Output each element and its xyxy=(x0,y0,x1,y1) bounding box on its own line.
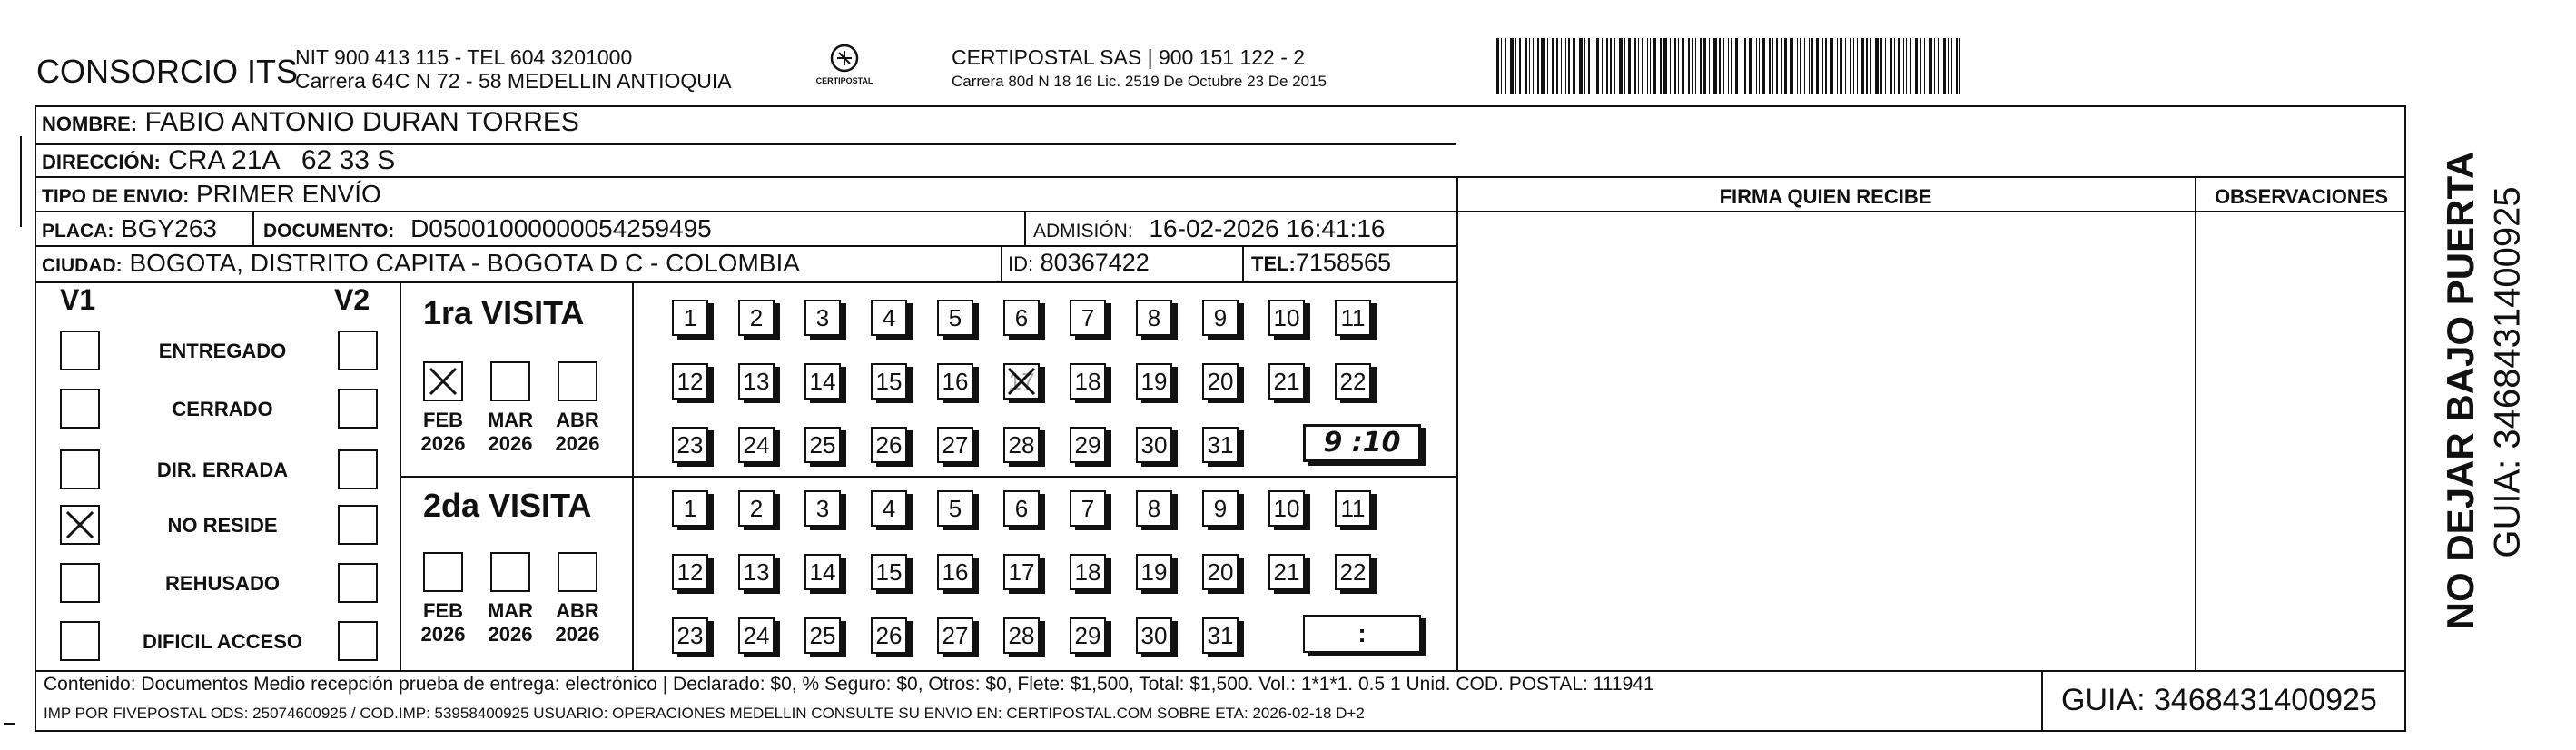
margin-tick xyxy=(20,136,22,227)
visit2-time: : xyxy=(1357,619,1367,647)
visit2-day-box[interactable]: 2 xyxy=(738,490,775,527)
status-v2-checkbox[interactable] xyxy=(338,621,378,661)
visit2-month-checkbox[interactable] xyxy=(490,552,530,592)
visit1-month-label: MAR xyxy=(487,409,534,431)
status-v1-checkbox[interactable] xyxy=(60,505,100,545)
visit1-month-year: 2026 xyxy=(555,432,600,455)
visit1-day-box[interactable]: 12 xyxy=(672,363,708,400)
visit1-day-box[interactable]: 23 xyxy=(672,427,708,463)
certipostal-logo-icon xyxy=(817,42,872,96)
visit1-day-box[interactable]: 10 xyxy=(1268,300,1305,336)
status-v1-checkbox[interactable] xyxy=(60,621,100,661)
visit1-month-year: 2026 xyxy=(420,432,466,455)
visit1-day-box[interactable]: 8 xyxy=(1136,300,1172,336)
visit2-day-box[interactable]: 11 xyxy=(1335,490,1371,527)
ciudad-label: CIUDAD: xyxy=(42,255,123,276)
admision-field xyxy=(1033,214,1385,243)
visit2-day-box[interactable]: 24 xyxy=(738,617,775,654)
admision-value: 16-02-2026 16:41:16 xyxy=(1149,214,1386,242)
status-label: DIFICIL ACCESO xyxy=(142,630,302,653)
visit2-day-box[interactable]: 20 xyxy=(1202,554,1239,590)
status-label: REHUSADO xyxy=(165,572,280,595)
visit2-day-box[interactable]: 29 xyxy=(1070,617,1106,654)
firma-header: FIRMA QUIEN RECIBE xyxy=(1719,185,1932,208)
sender-nit: NIT 900 413 115 - TEL 604 3201000 xyxy=(295,45,633,69)
visit2-day-box[interactable]: 28 xyxy=(1003,617,1040,654)
status-label: NO RESIDE xyxy=(167,514,278,537)
visit1-day-box[interactable]: 27 xyxy=(937,427,973,463)
visit1-month-label: FEB xyxy=(423,409,463,431)
visit2-day-box[interactable]: 1 xyxy=(672,490,708,527)
visit1-day-box[interactable]: 14 xyxy=(804,363,841,400)
visit1-day-box[interactable] xyxy=(1003,363,1040,400)
visit1-day-box[interactable]: 24 xyxy=(738,427,775,463)
visit2-day-box[interactable]: 15 xyxy=(871,554,907,590)
visit1-day-box[interactable]: 26 xyxy=(871,427,907,463)
visit1-month-checkbox[interactable] xyxy=(490,361,530,401)
visit2-day-box[interactable]: 16 xyxy=(937,554,973,590)
visit1-day-box[interactable]: 9 xyxy=(1202,300,1239,336)
placa-label: PLACA: xyxy=(42,221,114,242)
status-v2-checkbox[interactable] xyxy=(338,505,378,545)
visit1-month-checkbox[interactable] xyxy=(423,361,463,401)
visit2-month-label: FEB xyxy=(423,599,463,622)
visit2-day-box[interactable]: 5 xyxy=(937,490,973,527)
visit1-month-label: ABR xyxy=(556,409,599,431)
status-v1-checkbox[interactable] xyxy=(60,563,100,603)
documento-value: D05001000000054259495 xyxy=(410,214,712,242)
visit2-day-box[interactable]: 18 xyxy=(1070,554,1106,590)
visit2-month-checkbox[interactable] xyxy=(423,552,463,592)
visit1-day-box[interactable]: 6 xyxy=(1003,300,1040,336)
visit1-day-box[interactable]: 29 xyxy=(1070,427,1106,463)
visit2-day-box[interactable]: 10 xyxy=(1268,490,1305,527)
visit1-title: 1ra VISITA xyxy=(423,294,585,331)
observaciones-header: OBSERVACIONES xyxy=(2214,185,2389,208)
visit1-day-box[interactable]: 25 xyxy=(804,427,841,463)
visit2-day-box[interactable]: 13 xyxy=(738,554,775,590)
visit2-day-box[interactable]: 21 xyxy=(1268,554,1305,590)
visit2-day-box[interactable]: 9 xyxy=(1202,490,1239,527)
placa-value: BGY263 xyxy=(121,214,217,242)
admision-label: ADMISIÓN: xyxy=(1033,221,1133,242)
visit1-month-checkbox[interactable] xyxy=(558,361,597,401)
visit1-day-box[interactable]: 1 xyxy=(672,300,708,336)
tipo-value: PRIMER ENVÍO xyxy=(195,180,381,208)
footer-line1: Contenido: Documentos Medio recepción prueba de entrega: electrónico | Declarado: $0, % Seguro: $0, Otros: $0, Flete: $1,500, Total: $1,500. Vol.: 1*1*1. 0.5 1 Unid. COD. POSTAL: 111941 xyxy=(44,674,1654,695)
status-v1-checkbox[interactable] xyxy=(60,449,100,489)
status-v2-checkbox[interactable] xyxy=(338,563,378,603)
id-value: 80367422 xyxy=(1040,249,1150,276)
id-field xyxy=(1008,249,1150,277)
tipo-label: TIPO DE ENVIO: xyxy=(42,186,190,207)
tipo-row xyxy=(42,180,381,209)
visit2-day-box[interactable]: 17 xyxy=(1003,554,1040,590)
visit1-day-box[interactable]: 20 xyxy=(1202,363,1239,400)
status-label: DIR. ERRADA xyxy=(156,459,289,481)
status-v2-checkbox[interactable] xyxy=(338,389,378,429)
visit1-day-number: 17 xyxy=(1008,368,1035,395)
status-label: ENTREGADO xyxy=(158,340,287,362)
status-v1-checkbox[interactable] xyxy=(60,389,100,429)
tel-value: 7158565 xyxy=(1295,249,1392,276)
visit1-day-box[interactable]: 28 xyxy=(1003,427,1040,463)
visit1-day-box[interactable]: 15 xyxy=(871,363,907,400)
direccion-label: DIRECCIÓN: xyxy=(42,151,161,173)
visit2-day-box[interactable]: 19 xyxy=(1136,554,1172,590)
direccion-row xyxy=(42,145,395,176)
margin-tick xyxy=(4,723,15,725)
visit2-day-box[interactable]: 27 xyxy=(937,617,973,654)
visit2-day-box[interactable]: 22 xyxy=(1335,554,1371,590)
status-v2-checkbox[interactable] xyxy=(338,449,378,489)
visit1-day-box[interactable]: 13 xyxy=(738,363,775,400)
visit1-day-box[interactable]: 11 xyxy=(1335,300,1371,336)
tel-field xyxy=(1251,249,1391,277)
visit2-day-box[interactable]: 3 xyxy=(804,490,841,527)
v2-header: V2 xyxy=(334,283,370,316)
visit1-day-box[interactable]: 16 xyxy=(937,363,973,400)
visit1-day-box[interactable]: 2 xyxy=(738,300,775,336)
id-label: ID: xyxy=(1008,252,1034,275)
visit2-day-box[interactable]: 4 xyxy=(871,490,907,527)
visit1-day-box[interactable]: 19 xyxy=(1136,363,1172,400)
visit2-time-box xyxy=(1303,615,1421,653)
nombre-row xyxy=(42,107,579,138)
visit1-day-box[interactable]: 31 xyxy=(1202,427,1239,463)
visit2-day-box[interactable]: 26 xyxy=(871,617,907,654)
footer-line2: IMP POR FIVEPOSTAL ODS: 25074600925 / COD.IMP: 53958400925 USUARIO: OPERACIONES MEDELLIN CONSULTE SU ENVIO EN: CERTIPOSTAL.COM SOBRE ETA: 2026-02-18 D+2 xyxy=(44,705,1365,722)
visit2-month-label: MAR xyxy=(487,599,534,622)
visit2-title: 2da VISITA xyxy=(423,487,592,524)
visit2-day-box[interactable]: 6 xyxy=(1003,490,1040,527)
logo-text: CERTIPOSTAL xyxy=(815,76,873,85)
visit1-day-box[interactable]: 3 xyxy=(804,300,841,336)
ciudad-field xyxy=(42,249,800,278)
visit2-month-checkbox[interactable] xyxy=(558,552,597,592)
visit2-day-box[interactable]: 12 xyxy=(672,554,708,590)
carrier-line1: CERTIPOSTAL SAS | 900 151 122 - 2 xyxy=(952,45,1306,69)
visit1-day-box[interactable]: 18 xyxy=(1070,363,1106,400)
visit2-day-box[interactable]: 30 xyxy=(1136,617,1172,654)
visit2-month-year: 2026 xyxy=(420,623,466,646)
visit2-day-box[interactable]: 25 xyxy=(804,617,841,654)
placa-field xyxy=(42,214,217,243)
visit1-day-box[interactable]: 7 xyxy=(1070,300,1106,336)
documento-field xyxy=(263,214,712,243)
visit1-time: 9 :10 xyxy=(1323,427,1401,459)
direccion-value: CRA 21A 62 33 S xyxy=(168,145,396,175)
barcode xyxy=(1496,38,1963,94)
sender-address: Carrera 64C N 72 - 58 MEDELLIN ANTIOQUIA xyxy=(295,69,732,93)
status-v2-checkbox[interactable] xyxy=(338,331,378,370)
v1-header: V1 xyxy=(60,283,96,316)
visit1-day-box[interactable]: 22 xyxy=(1335,363,1371,400)
documento-label: DOCUMENTO: xyxy=(263,221,395,242)
visit1-month-year: 2026 xyxy=(488,432,533,455)
status-label: CERRADO xyxy=(172,398,273,420)
footer-guia: GUIA: 3468431400925 xyxy=(2061,683,2377,717)
visit1-day-box[interactable]: 5 xyxy=(937,300,973,336)
visit2-day-box[interactable]: 7 xyxy=(1070,490,1106,527)
visit2-day-box[interactable]: 23 xyxy=(672,617,708,654)
tel-label: TEL: xyxy=(1251,252,1296,275)
visit1-day-box[interactable]: 21 xyxy=(1268,363,1305,400)
visit2-day-box[interactable]: 31 xyxy=(1202,617,1239,654)
carrier-line2: Carrera 80d N 18 16 Lic. 2519 De Octubre 23 De 2015 xyxy=(952,73,1327,90)
status-v1-checkbox[interactable] xyxy=(60,331,100,370)
visit1-time-box xyxy=(1303,424,1421,462)
side-warning: NO DEJAR BAJO PUERTA xyxy=(2439,151,2482,630)
nombre-value: FABIO ANTONIO DURAN TORRES xyxy=(144,107,579,137)
nombre-label: NOMBRE: xyxy=(42,113,138,135)
sender-company: CONSORCIO ITS xyxy=(36,53,299,90)
visit2-month-year: 2026 xyxy=(488,623,533,646)
visit2-day-box[interactable]: 14 xyxy=(804,554,841,590)
ciudad-value: BOGOTA, DISTRITO CAPITA - BOGOTA D C - COLOMBIA xyxy=(129,249,800,277)
visit1-day-box[interactable]: 4 xyxy=(871,300,907,336)
visit2-month-label: ABR xyxy=(556,599,599,622)
visit2-day-box[interactable]: 8 xyxy=(1136,490,1172,527)
visit1-day-box[interactable]: 30 xyxy=(1136,427,1172,463)
visit2-month-year: 2026 xyxy=(555,623,600,646)
side-guia: GUIA: 3468431400925 xyxy=(2487,186,2528,558)
